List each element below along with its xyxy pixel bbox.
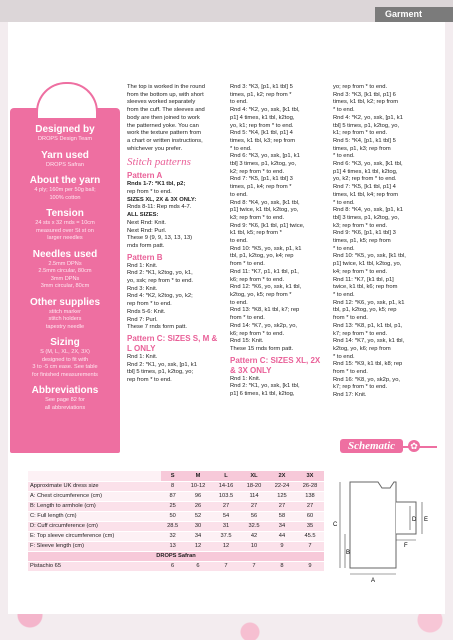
pattern-b-line: rep from * to end. — [127, 301, 172, 308]
sizing-section — [10, 337, 120, 379]
table-cell: 37.5 — [212, 531, 240, 541]
pattern-c-large-line: Rnd 15: *K9, k1 tbl, k8; rep — [333, 361, 403, 368]
pattern-c-large-line: Rnd 11: *K7, [k1 tbl, p1] — [333, 276, 394, 283]
table-cell: 87 — [161, 491, 184, 501]
needles-line: 2.5mm circular, 80cm — [38, 268, 92, 274]
pattern-c-line: times, p1, k4; rep from * — [230, 184, 292, 191]
label-f: F — [404, 543, 408, 549]
pattern-c-large-line: p1] twice, k1 tbl, k2tog, yo, — [333, 261, 402, 268]
table-cell: 32 — [161, 531, 184, 541]
needles-title: Needles used — [32, 248, 98, 260]
table-cell: 26 — [184, 501, 212, 511]
abbreviations-line: See page 82 for — [45, 397, 85, 403]
table-cell: 34 — [268, 521, 296, 531]
table-cell: 9 — [296, 561, 324, 571]
about-yarn-title: About the yarn — [29, 175, 101, 186]
pattern-c-large-line: Rnd 1: Knit. — [230, 375, 261, 382]
pattern-c-large-line: p1] 4 times, k1 tbl, k2tog, — [333, 168, 398, 175]
table-cell: 56 — [240, 511, 268, 521]
pattern-c-line: Rnd 2: *K1, yo, ssk, [p1, k1 — [127, 361, 197, 368]
sizing-line: S (M, L, XL, 2X, 3X) — [40, 349, 90, 355]
pattern-c-line: times, p1, k2; rep from * — [230, 91, 292, 98]
table-cell: D: Cuff circumference (cm) — [28, 521, 161, 531]
other-supplies-section — [10, 297, 120, 332]
table-cell: 32.5 — [240, 521, 268, 531]
sweater-body-outline — [350, 482, 396, 568]
pattern-c-large-line: * to end. — [333, 245, 355, 252]
abbreviations-title: Abbreviations — [31, 385, 99, 396]
pattern-a-title: Pattern A — [127, 171, 163, 181]
label-e: E — [424, 517, 429, 523]
intro-line: The top is worked in the round — [127, 84, 205, 90]
pattern-c-large-line: k7; rep from * to end. — [333, 330, 388, 337]
pattern-a-line: These 9 (9, 9, 13, 13, 13) — [127, 235, 193, 242]
tension-section — [10, 208, 120, 243]
intro-line: body are then joined to work — [127, 114, 200, 121]
table-cell: 30 — [184, 521, 212, 531]
label-d: D — [412, 517, 417, 523]
table-cell: 28.5 — [161, 521, 184, 531]
pattern-c-line: tbl] 3 times, p1, k2tog, yo, — [230, 161, 297, 168]
yarn-used-text: DROPS Safran — [46, 161, 84, 168]
table-row — [28, 531, 324, 541]
other-supplies-line: tapestry needle — [45, 323, 85, 330]
pattern-c-large-line: tbl] 3 times, p1, k2tog, yo, — [333, 214, 400, 221]
table-cell: 7 — [296, 541, 324, 551]
table-cell: 6 — [184, 561, 212, 571]
tension-line: 24 sts x 32 rnds = 10cm — [35, 220, 95, 226]
table-cell: 50 — [161, 511, 184, 521]
table-cell: 54 — [212, 511, 240, 521]
intro-line: from the bottom up, with short — [127, 91, 204, 98]
yarn-used-title: Yarn used — [41, 149, 89, 161]
table-cell: 58 — [268, 511, 296, 521]
table-cell: 52 — [184, 511, 212, 521]
table-cell: 12 — [212, 541, 240, 551]
pattern-b-line: Rnd 4: *K2, k2tog, yo, k2; — [127, 293, 193, 300]
pattern-c-large-line: times, p1, k3; rep from — [333, 145, 391, 152]
intro-line: whichever you prefer. — [127, 145, 183, 152]
pattern-c-large-line: Rnd 17: Knit. — [333, 392, 367, 399]
schematic-diagram — [330, 466, 440, 586]
intro-line: a chart or written instructions, — [127, 137, 203, 144]
designed-by-title: Designed by — [35, 124, 95, 135]
pattern-c-line: Rnd 9: *K6, [k1 tbl, p1] twice, — [230, 222, 305, 229]
table-cell: F: Sleeve length (cm) — [28, 541, 161, 551]
pattern-c-large-line: Rnd 12: *K6, yo, ssk, p1, k1 — [333, 299, 405, 306]
table-row — [28, 481, 324, 491]
schematic-title: Schematic — [340, 439, 403, 453]
pattern-c-line: tbl, p1, k2tog, yo, k4; rep — [230, 253, 294, 260]
size-table — [28, 471, 324, 572]
pattern-c-line: Rnd 4: *K2, yo, ssk, [k1 tbl, — [230, 107, 300, 114]
other-supplies-line: stitch holders — [48, 316, 82, 322]
pattern-c-line: These 15 rnds form patt. — [230, 345, 294, 352]
table-cell: 96 — [184, 491, 212, 501]
pattern-b-line: These 7 rnds form patt. — [127, 324, 187, 331]
tension-title: Tension — [46, 208, 84, 219]
pattern-b-line: Rnd 2: *K1, k2tog, yo, k1, — [127, 270, 193, 277]
table-cell: 22-24 — [268, 481, 296, 491]
needles-section — [10, 249, 120, 291]
column-header: 2X — [268, 471, 296, 481]
pattern-c-large-line: k7; rep from * to end. — [333, 384, 388, 391]
pattern-b-line: Rnd 3: Knit. — [127, 285, 158, 292]
sizing-line: designed to fit with — [41, 356, 89, 363]
table-cell: 27 — [212, 501, 240, 511]
pattern-b-line: Rnds 5-6: Knit. — [127, 308, 166, 315]
abbreviations-line: all abbreviations — [44, 404, 86, 411]
pattern-c-line: k6; rep from * to end. — [230, 330, 285, 337]
pattern-c-large-line: Rnd 4: *K2, yo, ssk, [p1, k1 — [333, 114, 403, 121]
table-cell: 44 — [268, 531, 296, 541]
pattern-b-line: Rnd 7: Purl. — [127, 316, 158, 323]
pattern-a-line: ALL SIZES: — [127, 212, 159, 219]
sizing-line: for finished measurements — [32, 371, 98, 378]
about-yarn-line: 4 ply; 160m per 50g ball; — [34, 187, 96, 193]
table-header-row — [28, 471, 324, 481]
pattern-c-large-line: tbl, p1, k2tog, yo, k5; rep — [333, 307, 397, 314]
pattern-c-line: k3; rep from * to end. — [230, 214, 285, 221]
pattern-c-line: Rnd 15: Knit. — [230, 338, 264, 345]
text-column-1 — [127, 84, 223, 385]
table-row — [28, 511, 324, 521]
pattern-c-line: Rnd 5: *K4, [k1 tbl, p1] 4 — [230, 130, 293, 137]
column-header: M — [184, 471, 212, 481]
pattern-a-line: Rnds 8-11: Rep mds 4-7. — [127, 204, 192, 211]
sizing-line: 3 to -5 cm ease. See table — [32, 364, 98, 370]
pattern-c-line: Rnd 3: *K3, [p1, k1 tbl] 5 — [230, 84, 293, 90]
pattern-c-line: Rnd 7: *K5, [p1, k1 tbl] 3 — [230, 176, 293, 183]
table-row — [28, 521, 324, 531]
sizing-title: Sizing — [50, 337, 80, 348]
pattern-c-line: Rnd 12: *K6, yo, ssk, k1 tbl, — [230, 284, 302, 291]
pattern-c-line: Rnd 8: *K4, yo, ssk, [k1 tbl, — [230, 199, 300, 206]
table-cell: 27 — [240, 501, 268, 511]
intro-line: the patterned yoke. You can — [127, 122, 199, 129]
pattern-c-large-line: Rnd 7: *K5, [k1 tbl, p1] 4 — [333, 184, 396, 191]
pattern-c-line: to end. — [230, 191, 248, 198]
table-cell: 12 — [184, 541, 212, 551]
section-tab: Garment — [375, 7, 453, 22]
table-cell: 13 — [161, 541, 184, 551]
tension-line: larger needles — [47, 235, 83, 241]
pattern-c-line: rep from * to end. — [127, 377, 172, 384]
pattern-c-large-line: yo, k2; rep from * to end. — [333, 176, 397, 183]
column-header: XL — [240, 471, 268, 481]
pattern-c-large-line: Rnd 2: *K1, yo, ssk, [k1 tbl, — [230, 383, 300, 390]
pattern-c-large-line: k3; rep from * to end. — [333, 222, 388, 229]
pattern-c-large-line: Rnd 9: *K6, [p1, k1 tbl] 3 — [333, 230, 396, 237]
text-column-2 — [230, 84, 325, 399]
pattern-a-line: rnds form patt. — [127, 242, 165, 249]
about-yarn-section — [10, 175, 120, 202]
yarn-header-cell: DROPS Safran — [28, 551, 324, 561]
pattern-c-large-line: * to end. — [333, 291, 355, 298]
pattern-c-large-line: * to end. — [333, 107, 355, 114]
pattern-c-line: Rnd 13: *K8, k1 tbl, k7; rep — [230, 307, 300, 314]
pattern-a-line: SIZES XL, 2X & 3X ONLY: — [127, 196, 197, 203]
column-header: S — [161, 471, 184, 481]
intro-line: sleeves worked separately — [127, 99, 196, 106]
pattern-c-large-line: times, k1 tbl, k4; rep from — [333, 191, 399, 198]
pattern-a-line: rep from * to end. — [127, 189, 172, 196]
pattern-c-line: k2tog, yo, k5; rep from * — [230, 291, 292, 298]
pattern-c-large-line: Rnd 10: *K5, yo, ssk, [k1 tbl, — [333, 253, 406, 260]
pattern-c-line: from * to end. — [230, 261, 265, 268]
pattern-c-large-line: p1] 6 times, k1 tbl, k2tog, — [230, 391, 295, 398]
table-cell: 10-12 — [184, 481, 212, 491]
table-cell: E: Top sleeve circumference (cm) — [28, 531, 161, 541]
tension-line: measured over St st on — [36, 227, 94, 234]
table-cell: 34 — [184, 531, 212, 541]
pattern-c-line: to end. — [230, 99, 248, 106]
table-cell: 26-28 — [296, 481, 324, 491]
pattern-c-large-line: * to end. — [333, 153, 355, 160]
pattern-c-title: Pattern C: SIZES S, M & L ONLY — [127, 333, 218, 353]
table-cell: 7 — [240, 561, 268, 571]
pattern-c-large-line: Rnd 16: *K8, yo, sk2p, yo, — [333, 376, 401, 383]
pattern-c-line: yo, k1; rep from * to end. — [230, 122, 294, 129]
table-cell: Pistachio 65 — [28, 561, 161, 571]
pattern-c-large-line: * to end. — [333, 353, 355, 360]
pattern-c-large-line: Rnd 6: *K3, yo, ssk, [k1 tbl, — [333, 161, 403, 168]
pattern-c-line: Rnd 1: Knit. — [127, 353, 158, 360]
pattern-c-large-line: Rnd 3: *K3, [k1 tbl, p1] 6 — [333, 91, 396, 98]
pattern-c-line: tbl] 5 times, p1, k2tog, yo; — [127, 369, 194, 376]
table-cell: C: Full length (cm) — [28, 511, 161, 521]
column-header — [28, 471, 161, 481]
pattern-c-large-line: from * to end. — [333, 315, 368, 322]
designed-by-section — [10, 124, 120, 144]
pattern-c-line: to end. — [230, 238, 248, 245]
yarn-row — [28, 561, 324, 571]
pattern-c-line: k6; rep from * to end. — [230, 276, 285, 283]
yarn-header-row — [28, 551, 324, 561]
table-cell: 14-16 — [212, 481, 240, 491]
table-cell: B: Length to armhole (cm) — [28, 501, 161, 511]
table-cell: 27 — [296, 501, 324, 511]
pattern-c-large-line: Rnd 8: *K4, yo, ssk, [p1, k1 — [333, 207, 403, 214]
pattern-c-large-line: from * to end. — [333, 369, 368, 376]
pattern-c-large-line: Rnd 14: *K7, yo, ssk, k1 tbl, — [333, 338, 405, 345]
pattern-c-large-line: twice, k1 tbl, k6; rep from — [333, 284, 398, 291]
other-supplies-title: Other supplies — [29, 296, 100, 308]
needles-line: 3mm circular, 80cm — [40, 283, 90, 289]
pattern-c-large-title: Pattern C: SIZES XL, 2X & 3X ONLY — [230, 355, 321, 375]
table-row — [28, 501, 324, 511]
pattern-c-line: Rnd 6: *K3, yo, ssk, [p1, k1 — [230, 153, 300, 160]
needles-line: 3mm DPNs — [50, 275, 80, 282]
table-cell: 8 — [268, 561, 296, 571]
pattern-c-large-line: tbl] 5 times, p1, k2tog, yo, — [333, 122, 400, 129]
table-cell: 35 — [296, 521, 324, 531]
label-b: B — [346, 550, 351, 556]
pattern-b-title: Pattern B — [127, 252, 163, 262]
pattern-c-line: times, k1 tbl, k3; rep from — [230, 137, 296, 144]
pattern-c-large-line: Rnd 13: *K8, p1, k1 tbl, p1, — [333, 322, 403, 329]
designed-by-text: DROPS Design Team — [38, 136, 92, 142]
pattern-c-line: k2; rep from * to end. — [230, 168, 285, 175]
pattern-c-line: p1] twice, k1 tbl, k2tog, yo, — [230, 207, 299, 214]
pattern-c-large-line: k1; rep from * to end. — [333, 130, 388, 137]
pattern-c-large-line: k2tog, yo, k6; rep from — [333, 345, 391, 352]
table-cell: 18-20 — [240, 481, 268, 491]
pattern-a-line: Rnds 1-7: *K1 tbl, p2; — [127, 181, 186, 188]
pattern-c-line: * to end. — [230, 145, 252, 152]
pattern-c-large-line: k4; rep from * to end. — [333, 268, 388, 275]
table-cell: 9 — [268, 541, 296, 551]
pattern-c-line: p1] 4 times, k1 tbl, k2tog, — [230, 114, 295, 121]
pattern-c-large-line: Rnd 5: *K4, [p1, k1 tbl] 5 — [333, 137, 396, 144]
pattern-c-large-line: times, p1, k5; rep from — [333, 238, 391, 245]
about-yarn-line: 100% cotton — [49, 194, 81, 201]
table-cell: 138 — [296, 491, 324, 501]
pattern-c-line: to end. — [230, 299, 248, 306]
table-cell: 10 — [240, 541, 268, 551]
info-sidebar — [10, 108, 120, 453]
other-supplies-line: stitch marker — [48, 308, 81, 315]
flower-icon: ✿ — [408, 440, 420, 452]
pattern-c-large-line: * to end. — [333, 199, 355, 206]
yarn-used-section — [10, 150, 120, 170]
text-column-3 — [333, 84, 437, 400]
table-cell: 125 — [268, 491, 296, 501]
table-row — [28, 541, 324, 551]
label-c: C — [333, 522, 338, 528]
table-cell: 103.5 — [212, 491, 240, 501]
pattern-c-line: Rnd 11: *K7, p1, k1 tbl, p1, — [230, 268, 299, 275]
table-row — [28, 491, 324, 501]
table-cell: 27 — [268, 501, 296, 511]
intro-line: from the cuff. The sleeves and — [127, 107, 205, 114]
pattern-c-large-line: times, k1 tbl, k2; rep from — [333, 99, 399, 106]
pattern-c-line: Rnd 14: *K7, yo, sk2p, yo, — [230, 322, 298, 329]
pattern-b-line: Rnd 1: Knit. — [127, 262, 158, 269]
pattern-c-line: from * to end. — [230, 315, 265, 322]
pattern-b-line: yo, ssk; rep from * to end. — [127, 278, 194, 285]
label-a: A — [371, 578, 376, 584]
table-cell: 6 — [161, 561, 184, 571]
column-header: 3X — [296, 471, 324, 481]
table-cell: 8 — [161, 481, 184, 491]
pattern-c-line: Rnd 10: *K5, yo, ssk, p1, k1 — [230, 245, 302, 252]
table-cell: A: Chest circumference (cm) — [28, 491, 161, 501]
table-cell: 31 — [212, 521, 240, 531]
table-cell: 42 — [240, 531, 268, 541]
pattern-c-line: k1 tbl, k5; rep from * — [230, 230, 282, 237]
table-cell: 7 — [212, 561, 240, 571]
abbreviations-section — [10, 385, 120, 412]
pattern-a-line: Next Rnd: Knit. — [127, 219, 166, 226]
table-cell: 114 — [240, 491, 268, 501]
needles-line: 2.5mm DPNs — [48, 260, 82, 267]
table-cell: 45.5 — [296, 531, 324, 541]
intro-line: work the texture pattern from — [127, 130, 202, 137]
table-cell: 60 — [296, 511, 324, 521]
stitch-patterns-title: Stitch patterns — [127, 156, 191, 169]
table-cell: Approximate UK dress size — [28, 481, 161, 491]
column-header: L — [212, 471, 240, 481]
pattern-c-large-line: yo; rep from * to end. — [333, 84, 388, 90]
table-cell: 25 — [161, 501, 184, 511]
pattern-a-line: Next Rnd: Purl. — [127, 227, 167, 234]
